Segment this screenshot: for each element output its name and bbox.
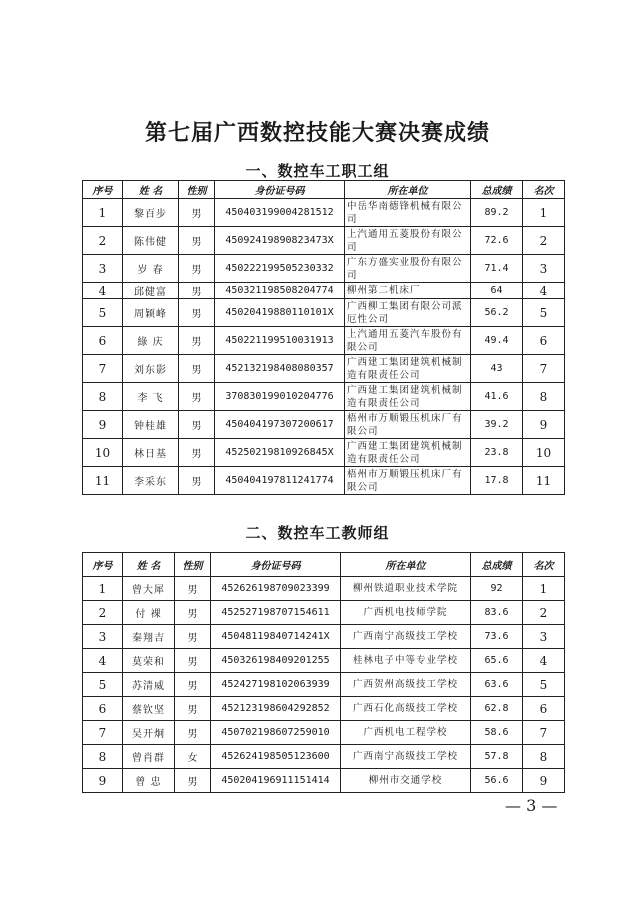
cell-unit: 广西柳工集团有限公司派厄性公司: [345, 299, 471, 327]
cell-name: 林日基: [123, 439, 179, 467]
table-row: [83, 299, 565, 327]
cell-unit: 梧州市万顺锻压机床厂有限公司: [345, 467, 471, 495]
cell-rank: 7: [523, 721, 565, 745]
col-header-index: 序号: [83, 553, 123, 577]
table-row: [83, 355, 565, 383]
cell-score: 39.2: [471, 411, 523, 439]
cell-score: 56.2: [471, 299, 523, 327]
cell-index: 8: [83, 383, 123, 411]
cell-score: 56.6: [471, 769, 523, 793]
cell-index: 4: [83, 649, 123, 673]
cell-id-number: 45092419890823473X: [215, 227, 345, 255]
cell-name: 陈伟健: [123, 227, 179, 255]
cell-score: 83.6: [471, 601, 523, 625]
cell-rank: 8: [523, 383, 565, 411]
col-header-sex: 性别: [179, 181, 215, 199]
cell-rank: 11: [523, 467, 565, 495]
cell-rank: 6: [523, 697, 565, 721]
cell-id-number: 452427198102063939: [211, 673, 341, 697]
cell-id-number: 45250219810926845X: [215, 439, 345, 467]
cell-score: 65.6: [471, 649, 523, 673]
table-row: [83, 577, 565, 601]
cell-unit: 广西石化高级技工学校: [341, 697, 471, 721]
cell-score: 63.6: [471, 673, 523, 697]
cell-name: 岁 春: [123, 255, 179, 283]
cell-index: 9: [83, 411, 123, 439]
cell-id-number: 452123198604292852: [211, 697, 341, 721]
cell-unit: 柳州铁道职业技术学院: [341, 577, 471, 601]
cell-sex: 男: [175, 697, 211, 721]
cell-name: 苏清威: [123, 673, 175, 697]
cell-index: 11: [83, 467, 123, 495]
table-row: [83, 227, 565, 255]
table-row: [83, 411, 565, 439]
cell-rank: 1: [523, 199, 565, 227]
cell-unit: 广西建工集团建筑机械制造有限责任公司: [345, 383, 471, 411]
cell-sex: 男: [175, 601, 211, 625]
cell-rank: 4: [523, 283, 565, 299]
cell-unit: 广东方盛实业股份有限公司: [345, 255, 471, 283]
table-header-row: [83, 181, 565, 199]
cell-sex: 女: [175, 745, 211, 769]
cell-name: 李 飞: [123, 383, 179, 411]
cell-rank: 7: [523, 355, 565, 383]
cell-id-number: 450404197307200617: [215, 411, 345, 439]
table-row: [83, 601, 565, 625]
cell-id-number: 452624198505123600: [211, 745, 341, 769]
cell-score: 57.8: [471, 745, 523, 769]
table-row: [83, 673, 565, 697]
cell-score: 43: [471, 355, 523, 383]
table-row: [83, 745, 565, 769]
cell-sex: 男: [179, 255, 215, 283]
col-header-name: 姓 名: [123, 553, 175, 577]
cell-index: 8: [83, 745, 123, 769]
cell-unit: 广西建工集团建筑机械制造有限责任公司: [345, 439, 471, 467]
cell-index: 2: [83, 601, 123, 625]
table-row: [83, 327, 565, 355]
cell-sex: 男: [179, 199, 215, 227]
cell-name: 曾肖群: [123, 745, 175, 769]
cell-rank: 1: [523, 577, 565, 601]
cell-name: 黎百步: [123, 199, 179, 227]
cell-sex: 男: [179, 439, 215, 467]
cell-unit: 广西机电技师学院: [341, 601, 471, 625]
cell-id-number: 450326198409201255: [211, 649, 341, 673]
cell-unit: 柳州市交通学校: [341, 769, 471, 793]
cell-name: 莫荣和: [123, 649, 175, 673]
cell-id-number: 370830199010204776: [215, 383, 345, 411]
cell-unit: 上汽通用五菱股份有限公司: [345, 227, 471, 255]
cell-sex: 男: [179, 283, 215, 299]
cell-name: 曾大犀: [123, 577, 175, 601]
table-row: [83, 199, 565, 227]
cell-id-number: 450204196911151414: [211, 769, 341, 793]
cell-index: 2: [83, 227, 123, 255]
cell-name: 刘东影: [123, 355, 179, 383]
cell-unit: 上汽通用五菱汽车股份有限公司: [345, 327, 471, 355]
cell-unit: 柳州第二机床厂: [345, 283, 471, 299]
table-row: [83, 467, 565, 495]
table-row: [83, 283, 565, 299]
cell-sex: 男: [175, 673, 211, 697]
cell-score: 92: [471, 577, 523, 601]
col-header-id: 身份证号码: [211, 553, 341, 577]
cell-id-number: 452527198707154611: [211, 601, 341, 625]
cell-index: 4: [83, 283, 123, 299]
cell-rank: 4: [523, 649, 565, 673]
col-header-score: 总成绩: [471, 181, 523, 199]
cell-unit: 广西机电工程学校: [341, 721, 471, 745]
cell-sex: 男: [175, 625, 211, 649]
cell-id-number: 450404197811241774: [215, 467, 345, 495]
cell-rank: 3: [523, 625, 565, 649]
cell-score: 73.6: [471, 625, 523, 649]
cell-id-number: 450702198607259010: [211, 721, 341, 745]
cell-rank: 9: [523, 769, 565, 793]
cell-name: 邱健富: [123, 283, 179, 299]
col-header-rank: 名次: [523, 553, 565, 577]
cell-rank: 2: [523, 227, 565, 255]
cell-id-number: 45020419880110101X: [215, 299, 345, 327]
cell-rank: 2: [523, 601, 565, 625]
cell-id-number: 450222199505230332: [215, 255, 345, 283]
cell-sex: 男: [179, 355, 215, 383]
cell-rank: 5: [523, 299, 565, 327]
cell-sex: 男: [179, 467, 215, 495]
cell-rank: 10: [523, 439, 565, 467]
cell-index: 10: [83, 439, 123, 467]
cell-unit: 中岳华南德锋机械有限公司: [345, 199, 471, 227]
cell-score: 58.6: [471, 721, 523, 745]
cell-name: 蔡钦坚: [123, 697, 175, 721]
cell-id-number: 450403199004281512: [215, 199, 345, 227]
cell-id-number: 45048119840714241X: [211, 625, 341, 649]
table-row: [83, 721, 565, 745]
section-heading-teacher: 二、数控车工教师组: [245, 524, 390, 542]
col-header-id: 身份证号码: [215, 181, 345, 199]
cell-id-number: 450321198508204774: [215, 283, 345, 299]
cell-index: 6: [83, 327, 123, 355]
table-row: [83, 383, 565, 411]
cell-sex: 男: [179, 383, 215, 411]
cell-index: 6: [83, 697, 123, 721]
cell-sex: 男: [175, 577, 211, 601]
page-title: 第七届广西数控技能大赛决赛成绩: [144, 120, 490, 146]
table-row: [83, 625, 565, 649]
col-header-rank: 名次: [523, 181, 565, 199]
cell-unit: 梧州市万顺锻压机床厂有限公司: [345, 411, 471, 439]
cell-score: 64: [471, 283, 523, 299]
cell-unit: 广西南宁高级技工学校: [341, 625, 471, 649]
cell-unit: 广西南宁高级技工学校: [341, 745, 471, 769]
cell-id-number: 450221199510031913: [215, 327, 345, 355]
table-row: [83, 697, 565, 721]
cell-sex: 男: [179, 299, 215, 327]
cell-sex: 男: [175, 721, 211, 745]
cell-id-number: 452626198709023399: [211, 577, 341, 601]
cell-name: 周颖峰: [123, 299, 179, 327]
cell-name: 曾 忠: [123, 769, 175, 793]
cell-index: 3: [83, 255, 123, 283]
cell-unit: 广西贺州高级技工学校: [341, 673, 471, 697]
table-row: [83, 769, 565, 793]
cell-sex: 男: [179, 227, 215, 255]
cell-name: 付 裸: [123, 601, 175, 625]
cell-score: 49.4: [471, 327, 523, 355]
cell-score: 71.4: [471, 255, 523, 283]
cell-index: 5: [83, 673, 123, 697]
table-row: [83, 255, 565, 283]
cell-index: 1: [83, 199, 123, 227]
cell-rank: 5: [523, 673, 565, 697]
col-header-name: 姓 名: [123, 181, 179, 199]
cell-sex: 男: [175, 769, 211, 793]
cell-index: 7: [83, 721, 123, 745]
cell-index: 1: [83, 577, 123, 601]
cell-index: 7: [83, 355, 123, 383]
cell-index: 9: [83, 769, 123, 793]
page-number: — 3 —: [505, 796, 558, 815]
cell-sex: 男: [175, 649, 211, 673]
cell-rank: 6: [523, 327, 565, 355]
cell-name: 綠 庆: [123, 327, 179, 355]
cell-score: 41.6: [471, 383, 523, 411]
cell-score: 23.8: [471, 439, 523, 467]
cell-name: 吴开炯: [123, 721, 175, 745]
cell-sex: 男: [179, 327, 215, 355]
cell-index: 3: [83, 625, 123, 649]
cell-unit: 桂林电子中等专业学校: [341, 649, 471, 673]
col-header-index: 序号: [83, 181, 123, 199]
cell-name: 钟桂雄: [123, 411, 179, 439]
cell-score: 62.8: [471, 697, 523, 721]
cell-unit: 广西建工集团建筑机械制造有限责任公司: [345, 355, 471, 383]
cell-rank: 8: [523, 745, 565, 769]
col-header-unit: 所在单位: [341, 553, 471, 577]
col-header-sex: 性别: [175, 553, 211, 577]
table-header-row: [83, 553, 565, 577]
cell-name: 秦翔吉: [123, 625, 175, 649]
teacher-results-table: [82, 552, 565, 793]
cell-id-number: 452132198408080357: [215, 355, 345, 383]
cell-name: 李采东: [123, 467, 179, 495]
table-row: [83, 649, 565, 673]
cell-score: 17.8: [471, 467, 523, 495]
cell-rank: 9: [523, 411, 565, 439]
cell-index: 5: [83, 299, 123, 327]
section-heading-worker: 一、数控车工职工组: [245, 162, 390, 180]
cell-rank: 3: [523, 255, 565, 283]
cell-score: 89.2: [471, 199, 523, 227]
worker-results-table: [82, 180, 565, 495]
cell-sex: 男: [179, 411, 215, 439]
table-row: [83, 439, 565, 467]
col-header-score: 总成绩: [471, 553, 523, 577]
cell-score: 72.6: [471, 227, 523, 255]
col-header-unit: 所在单位: [345, 181, 471, 199]
